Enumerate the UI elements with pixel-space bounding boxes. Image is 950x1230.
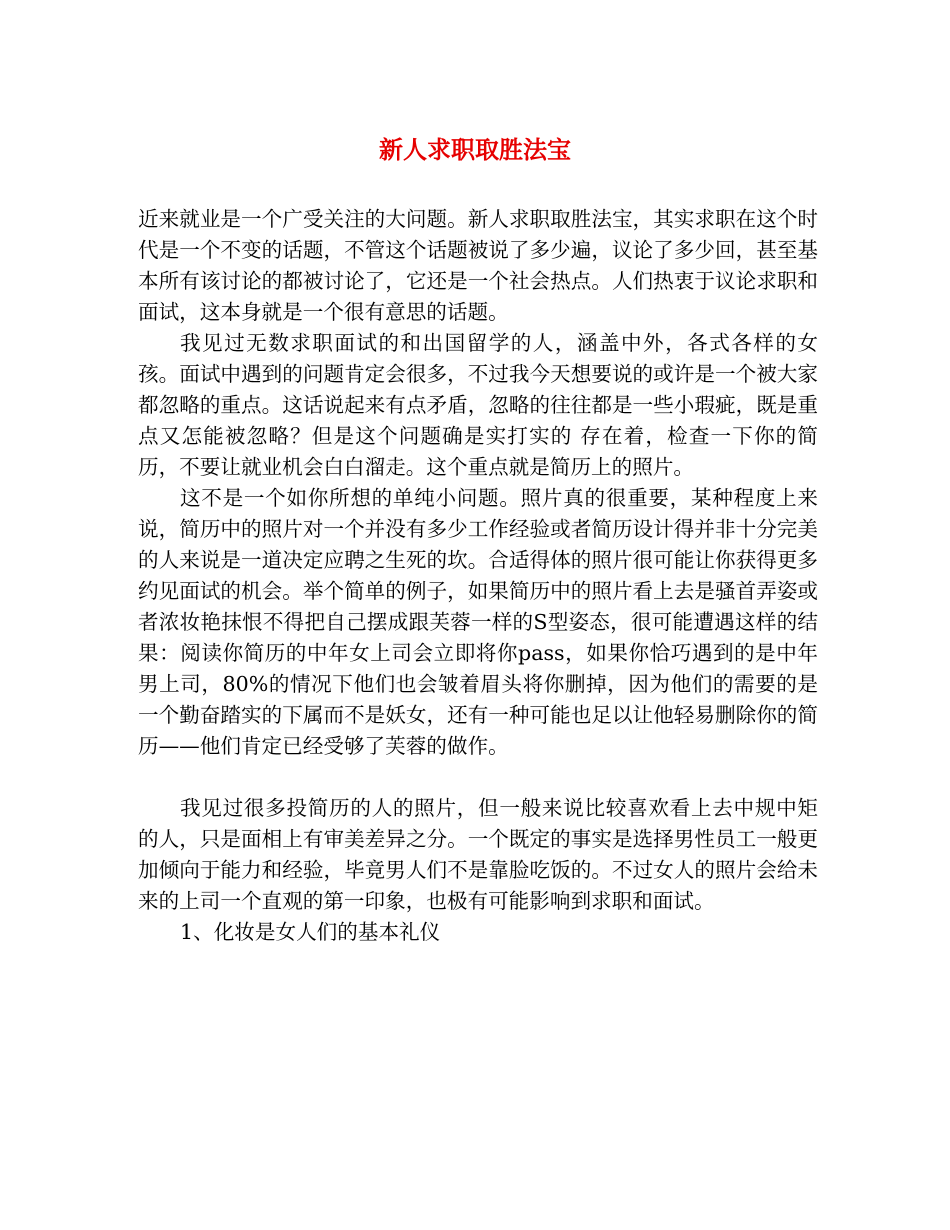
document-title: 新人求职取胜法宝 [379,135,571,164]
section-heading-makeup: 1、化妆是女人们的基本礼仪 [180,920,441,944]
paragraph-resume-photos: 我见过很多投简历的人的照片，但一般来说比较喜欢看上去中规中矩的人，只是面相上有审美差异之分。一个既定的事实是选择男性员工一般更加倾向于能力和经验，毕竟男人们不是靠脸吃饭的。不过女人的照片会给未来的上司一个直观的第一印象，也极有可能影响到求职和面试。 [138,796,818,913]
paragraph-interviews: 我见过无数求职面试的和出国留学的人，涵盖中外，各式各样的女孩。面试中遇到的问题肯定会很多，不过我今天想要说的或许是一个被大家都忽略的重点。这话说起来有点矛盾，忽略的往往都是一些小瑕疵，既是重点又怎能被忽略？但是这个问题确是实打实的 存在着，检查一下你的简历，不要让就业机会白白溜走。这个重点就是简历上的照片。 [138,331,818,479]
document-body [138,204,818,948]
paragraph-photo-importance: 这不是一个如你所想的单纯小问题。照片真的很重要，某种程度上来说，简历中的照片对一个并没有多少工作经验或者简历设计得并非十分完美的人来说是一道决定应聘之生死的坎。合适得体的照片很可能让你获得更多约见面试的机会。举个简单的例子，如果简历中的照片看上去是骚首弄姿或者浓妆艳抹恨不得把自己摆成跟芙蓉一样的S型姿态，很可能遭遇这样的结果：阅读你简历的中年女上司会立即将你pass，如果你恰巧遇到的是中年男上司，80%的情况下他们也会皱着眉头将你删掉，因为他们的需要的是一个勤奋踏实的下属而不是妖女，还有一种可能也足以让他轻易删除你的简历——他们肯定已经受够了芙蓉的做作。 [138,486,818,758]
paragraph-spacer [138,762,818,793]
paragraph-intro: 近来就业是一个广受关注的大问题。新人求职取胜法宝，其实求职在这个时代是一个不变的话题，不管这个话题被说了多少遍，议论了多少回，甚至基本所有该讨论的都被讨论了，它还是一个社会热点。人们热衷于议论求职和面试，这本身就是一个很有意思的话题。 [138,207,818,324]
